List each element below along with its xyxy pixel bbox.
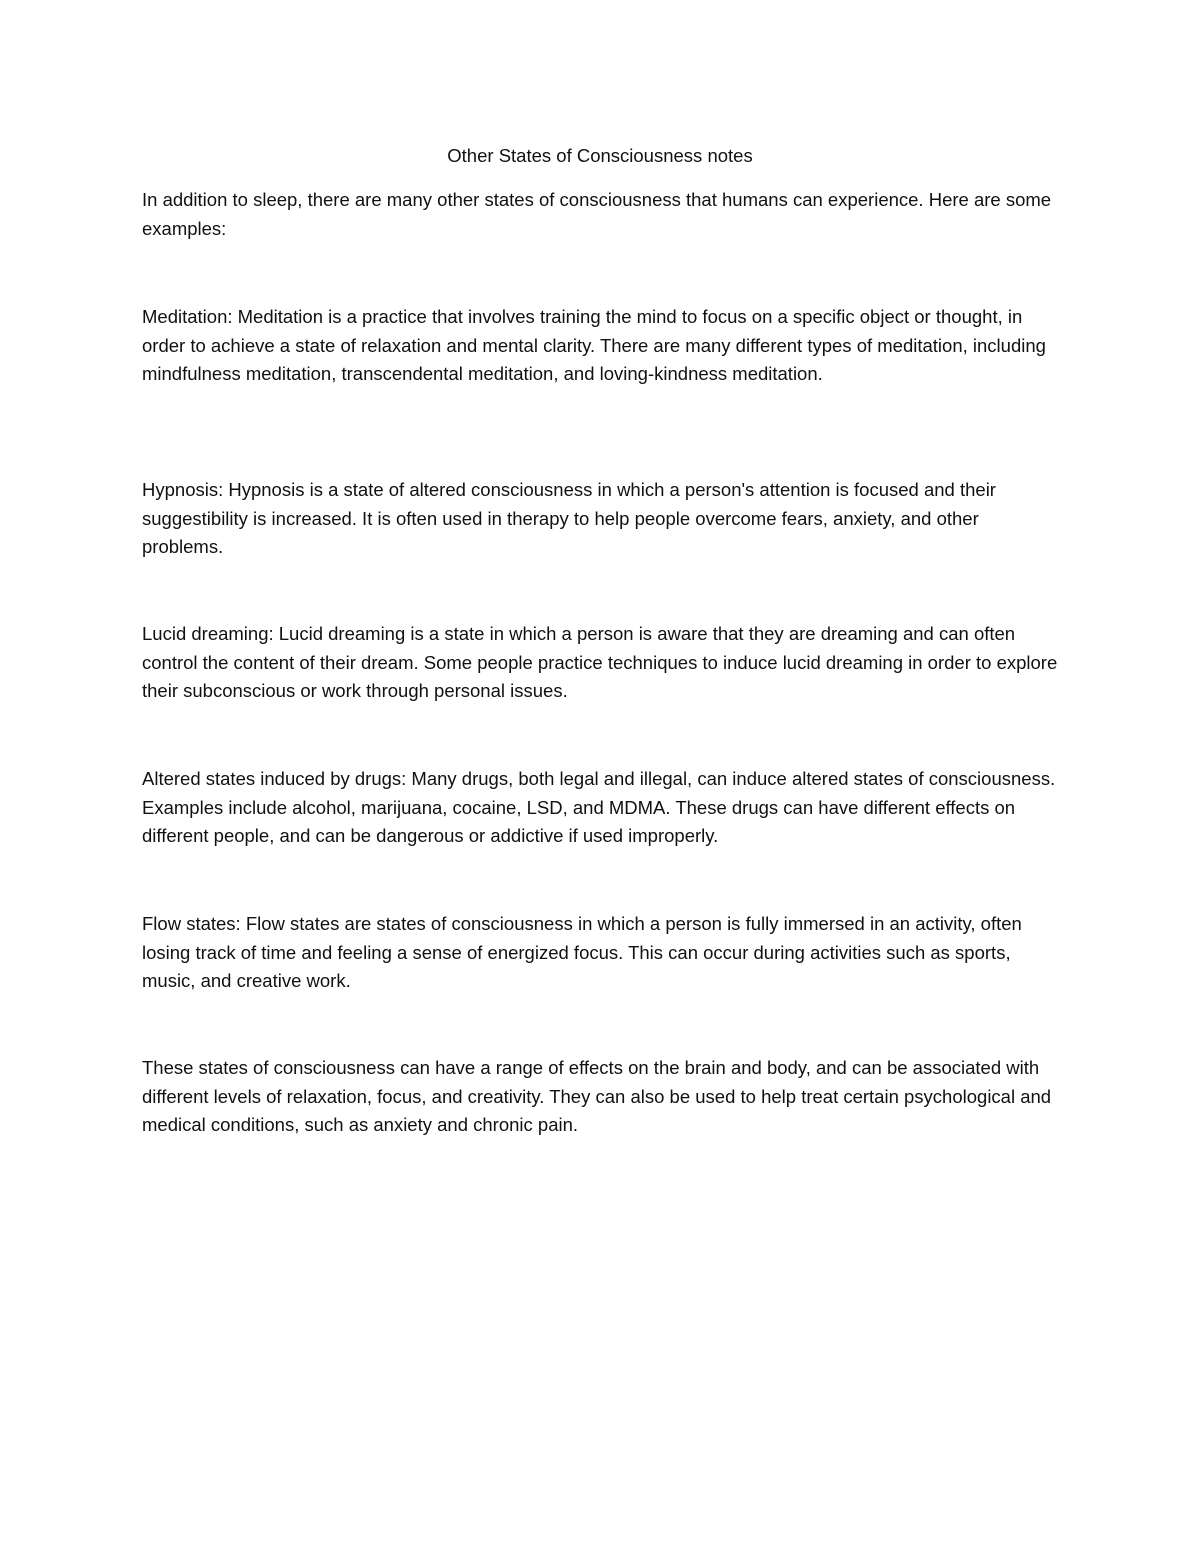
hypnosis-paragraph: Hypnosis: Hypnosis is a state of altered consciousness in which a person's attention is focused and their suggestibility is increased. It is often used in therapy to help people overcome fears, anxiety, and other problems. bbox=[142, 479, 996, 557]
conclusion-paragraph: These states of consciousness can have a range of effects on the brain and body, and can be associated with different levels of relaxation, focus, and creativity. They can also be used to help treat certain psychological and medical conditions, such as anxiety and chronic pain. bbox=[142, 1057, 1052, 1135]
drug-induced-states-paragraph: Altered states induced by drugs: Many drugs, both legal and illegal, can induce altered states of consciousness. Examples include alcohol, marijuana, cocaine, LSD, and MDMA. These drugs can have different effects on different people, and can be dangerous or addictive if used improperly. bbox=[142, 768, 1056, 846]
lucid-dreaming-paragraph: Lucid dreaming: Lucid dreaming is a state in which a person is aware that they are dreaming and can often control the content of their dream. Some people practice techniques to induce lucid dreaming in order to explore their subconscious or work through personal issues. bbox=[142, 623, 1058, 701]
meditation-paragraph: Meditation: Meditation is a practice that involves training the mind to focus on a specific object or thought, in order to achieve a state of relaxation and mental clarity. There are many different types of meditation, including mindfulness meditation, transcendental meditation, and loving-kindness meditation. bbox=[142, 306, 1046, 384]
document-title: Other States of Consciousness notes bbox=[447, 145, 753, 166]
intro-paragraph: In addition to sleep, there are many other states of consciousness that humans can experience. Here are some examples: bbox=[142, 189, 1052, 239]
flow-states-paragraph: Flow states: Flow states are states of consciousness in which a person is fully immersed in an activity, often losing track of time and feeling a sense of energized focus. This can occur during activities such as sports, music, and creative work. bbox=[142, 913, 1022, 991]
